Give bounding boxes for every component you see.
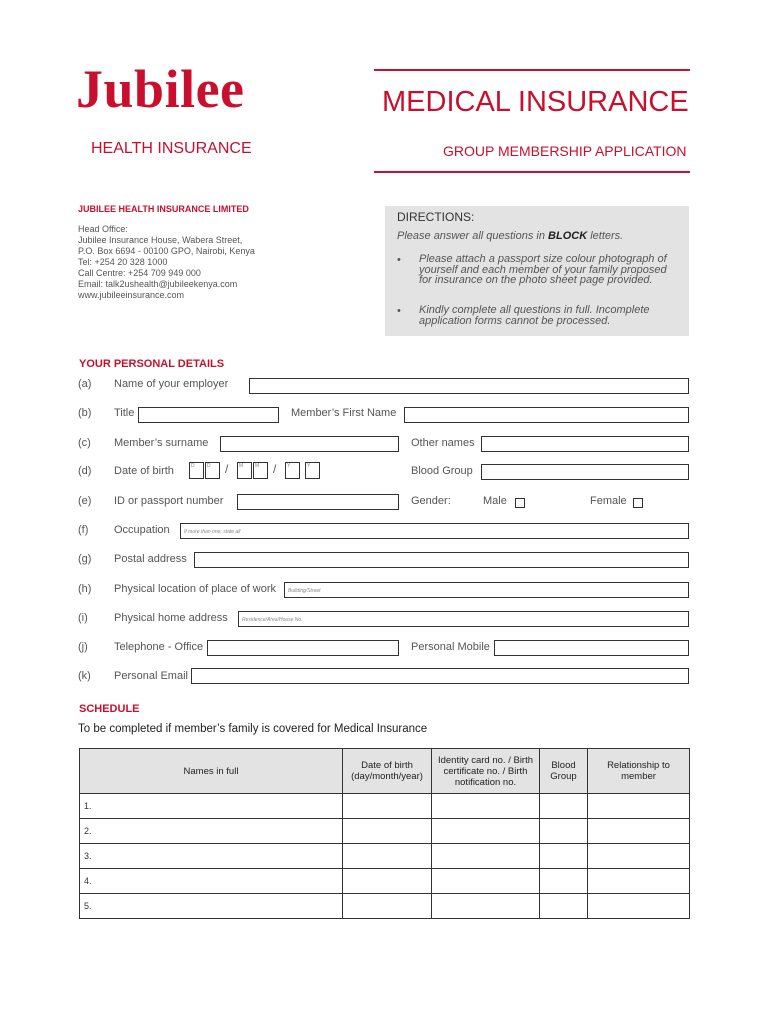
mobile-label: Personal Mobile [411,641,490,653]
relationship-cell[interactable] [588,844,690,869]
relationship-cell[interactable] [588,819,690,844]
dob-day-box[interactable]: D [205,462,220,479]
blood-group-field[interactable] [481,464,689,480]
bullet-icon: • [397,254,401,266]
row-letter: (d) [78,465,92,477]
row-letter: (g) [78,553,92,565]
mobile-field[interactable] [494,640,689,656]
page-subtitle: GROUP MEMBERSHIP APPLICATION [443,143,687,159]
blood-group-cell[interactable] [540,819,588,844]
male-checkbox[interactable] [515,498,525,508]
company-name: JUBILEE HEALTH INSURANCE LIMITED [78,204,249,214]
dob-year-box[interactable]: Y [305,462,320,479]
email-label: Personal Email [114,670,188,682]
surname-field[interactable] [220,436,399,452]
blood-group-cell[interactable] [540,794,588,819]
row-number-cell[interactable]: 2. [80,819,343,844]
relationship-cell[interactable] [588,794,690,819]
id-cell[interactable] [432,869,540,894]
id-cell[interactable] [432,894,540,919]
table-row [80,894,690,919]
id-cell[interactable] [432,819,540,844]
occupation-hint: If more than one, state all [184,529,241,535]
personal-details-heading: YOUR PERSONAL DETAILS [79,358,225,370]
id-cell[interactable] [432,794,540,819]
id-label: ID or passport number [114,495,224,507]
dob-day-box[interactable]: D [189,462,204,479]
jubilee-logo: Jubilee [76,59,245,119]
relationship-cell[interactable] [588,894,690,919]
title-field[interactable] [138,407,279,423]
dob-cell[interactable] [343,819,432,844]
dob-separator: / [273,462,277,476]
company-contact [78,224,255,301]
row-letter: (h) [78,583,92,595]
postal-field[interactable] [194,552,689,568]
table-row [80,869,690,894]
row-number-cell[interactable]: 4. [80,869,343,894]
directions-box: DIRECTIONS: Please answer all questions in BLOCK letters. • Please attach a passport size colour photograph of yourself and each member of your family proposed for insurance on the photo sheet page provided. • Kindly complete all questions in full. Incomplete application forms cannot be processed. [385,206,689,336]
row-letter: (b) [78,407,92,419]
page-title: MEDICAL INSURANCE [382,86,689,118]
other-names-label: Other names [411,437,475,449]
dob-year-box[interactable]: Y [285,462,300,479]
directions-title: DIRECTIONS: [397,210,475,224]
schedule-table [79,748,690,919]
female-checkbox[interactable] [633,498,643,508]
dob-cell[interactable] [343,794,432,819]
row-letter: (a) [78,378,92,390]
male-label: Male [483,495,507,507]
title-label: Title [114,407,135,419]
company-website: www.jubileeinsurance.com [78,290,185,300]
row-number-cell[interactable]: 5. [80,894,343,919]
table-header-row [80,749,690,794]
header-top-rule [374,69,690,71]
row-number-cell[interactable]: 3. [80,844,343,869]
table-row [80,819,690,844]
row-number-cell[interactable]: 1. [80,794,343,819]
dob-label: Date of birth [114,465,174,477]
table-row [80,844,690,869]
postal-label: Postal address [114,553,187,565]
gender-label: Gender: [411,495,451,507]
dob-cell[interactable] [343,869,432,894]
col-header-id: Identity card no. / Birth certificate no. / Birth notification no. [432,749,540,794]
occupation-label: Occupation [114,524,170,536]
row-letter: (j) [78,641,88,653]
head-office-label: Head Office: [78,224,128,234]
female-label: Female [590,495,627,507]
work-location-label: Physical location of place of work [114,583,277,595]
col-header-blood-group: Blood Group [540,749,588,794]
company-call-centre: Call Centre: +254 709 949 000 [78,268,201,278]
header-bottom-rule [374,171,690,173]
home-address-field[interactable] [238,611,689,627]
company-tel: Tel: +254 20 328 1000 [78,257,168,267]
dob-month-box[interactable]: M [237,462,252,479]
dob-separator: / [225,462,229,476]
company-email: Email: talk2ushealth@jubileekenya.com [78,279,238,289]
schedule-heading: SCHEDULE [79,703,140,715]
schedule-subtitle: To be completed if member’s family is covered for Medical Insurance [78,723,428,735]
relationship-cell[interactable] [588,869,690,894]
directions-intro: Please answer all questions in BLOCK letters. [397,230,624,242]
email-field[interactable] [191,668,689,684]
company-address: Jubilee Insurance House, Wabera Street, [78,235,243,245]
home-address-hint: Residence/Area/House No. [242,617,303,623]
home-address-label: Physical home address [114,612,228,624]
work-location-field[interactable] [284,582,689,598]
blood-group-label: Blood Group [411,465,473,477]
id-cell[interactable] [432,844,540,869]
other-names-field[interactable] [481,436,689,452]
first-name-label: Member’s First Name [291,407,397,419]
row-letter: (c) [78,437,91,449]
logo-subtitle: HEALTH INSURANCE [91,140,252,157]
row-letter: (k) [78,670,91,682]
first-name-field[interactable] [404,407,689,423]
occupation-field[interactable] [180,523,689,539]
blood-group-cell[interactable] [540,844,588,869]
dob-month-box[interactable]: M [253,462,268,479]
table-row [80,794,690,819]
surname-label: Member’s surname [114,437,209,449]
bullet-icon: • [397,305,401,317]
phone-office-label: Telephone - Office [114,641,204,653]
phone-office-field[interactable] [207,640,399,656]
work-location-hint: Building/Street [288,588,321,594]
blood-group-cell[interactable] [540,869,588,894]
dob-cell[interactable] [343,894,432,919]
row-letter: (e) [78,495,92,507]
company-po-box: P.O. Box 6694 - 00100 GPO, Nairobi, Kenya [78,246,255,256]
col-header-names: Names in full [80,749,343,794]
employer-label: Name of your employer [114,378,229,390]
row-letter: (f) [78,524,89,536]
employer-field[interactable] [249,378,689,394]
row-letter: (i) [78,612,88,624]
id-field[interactable] [237,494,399,510]
dob-cell[interactable] [343,844,432,869]
col-header-relationship: Relationship to member [588,749,690,794]
blood-group-cell[interactable] [540,894,588,919]
col-header-dob: Date of birth (day/month/year) [343,749,432,794]
